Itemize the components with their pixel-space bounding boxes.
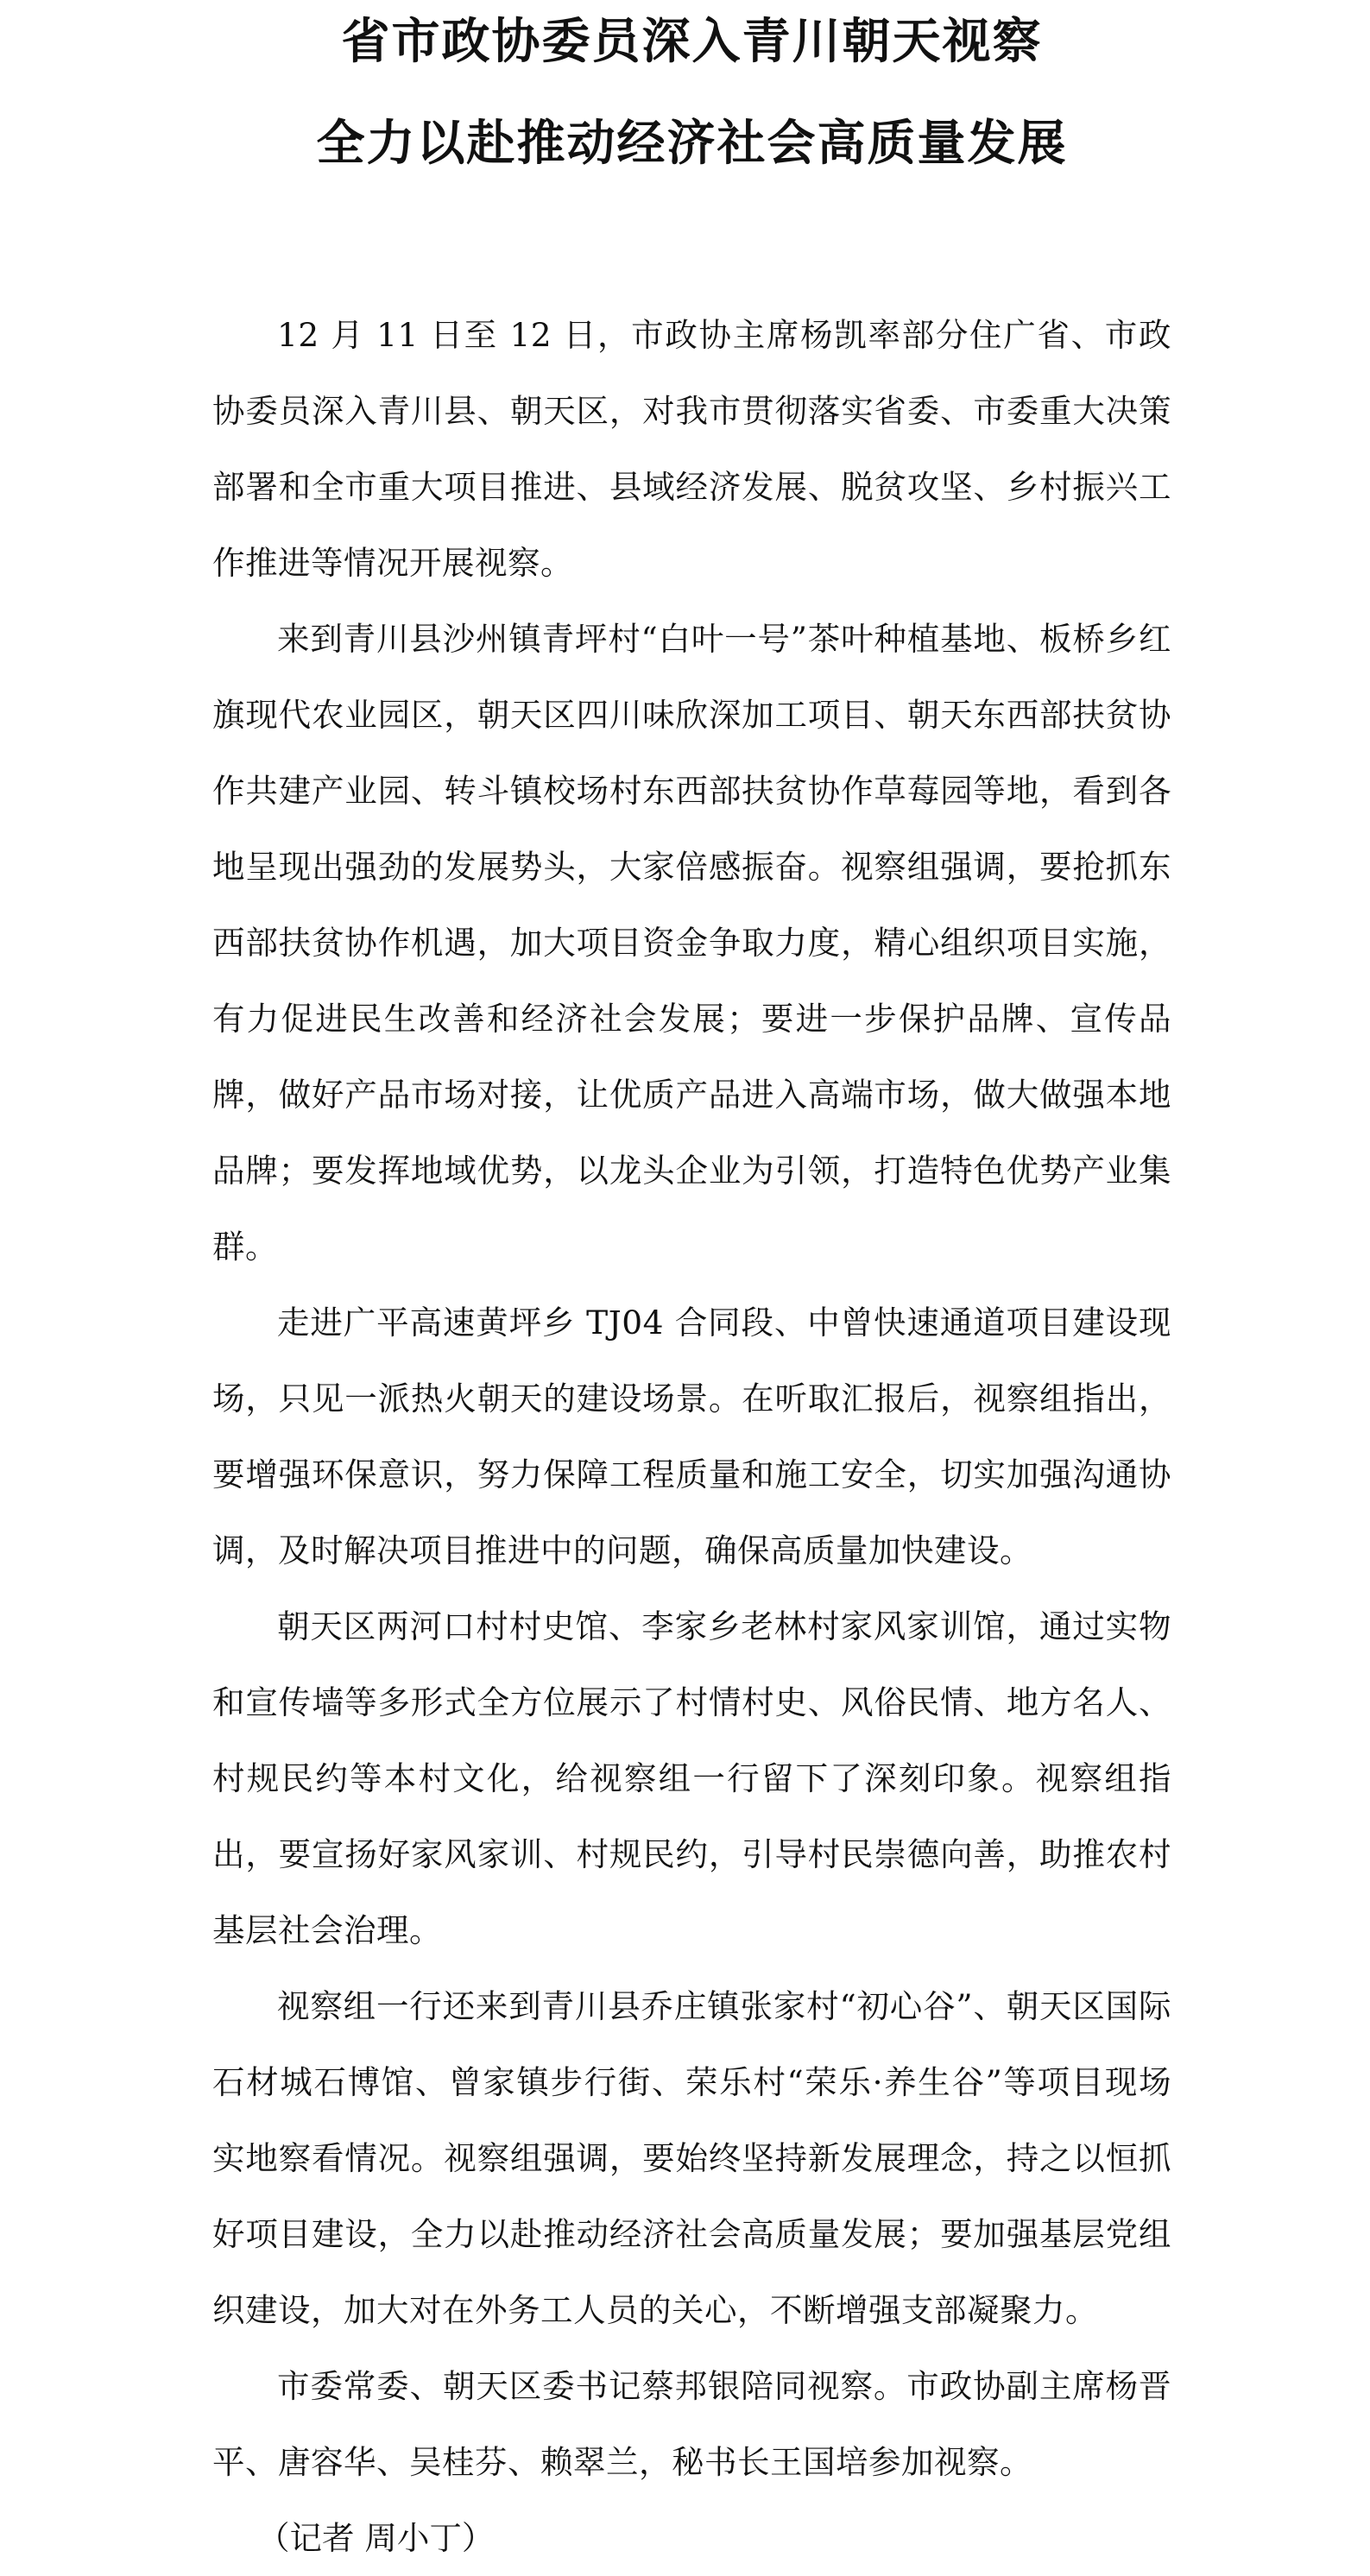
article-title-line-1: 省市政协委员深入青川朝天视察 [341,13,1043,70]
paragraph-6: 市委常委、朝天区委书记蔡邦银陪同视察。市政协副主席杨晋平、唐容华、吴桂芬、赖翠兰，秘书长王国培参加视察。 [212,2367,1171,2481]
reporter-byline: （记者 周小丁） [257,2519,495,2557]
paragraph-5: 视察组一行还来到青川县乔庄镇张家村“初心谷”、朝天区国际石材城石博馆、曾家镇步行街、荣乐村“荣乐·养生谷”等项目现场实地察看情况。视察组强调，要始终坚持新发展理念，持之以恒抓好项目建设，全力以赴推动经济社会高质量发展；要加强基层党组织建设，加大对在外务工人员的关心，不断增强支部凝聚力。 [212,1987,1171,2329]
paragraph-4: 朝天区两河口村村史馆、李家乡老林村家风家训馆，通过实物和宣传墙等多形式全方位展示了村情村史、风俗民情、地方名人、村规民约等本村文化，给视察组一行留下了深刻印象。视察组指出，要宣扬好家风家训、村规民约，引导村民崇德向善，助推农村基层社会治理。 [212,1607,1171,1949]
article-title-line-2: 全力以赴推动经济社会高质量发展 [316,115,1068,172]
paragraph-1: 12 月 11 日至 12 日，市政协主席杨凯率部分住广省、市政协委员深入青川县、朝天区，对我市贯彻落实省委、市委重大决策部署和全市重大项目推进、县域经济发展、脱贫攻坚、乡村振兴工作推进等情况开展视察。 [212,316,1171,582]
paragraph-3: 走进广平高速黄坪乡 TJ04 合同段、中曾快速通道项目建设现场，只见一派热火朝天的建设场景。在听取汇报后，视察组指出，要增强环保意识，努力保障工程质量和施工安全，切实加强沟通协调，及时解决项目推进中的问题，确保高质量加快建设。 [212,1304,1171,1569]
article-body [212,297,1171,2576]
paragraph-2: 来到青川县沙州镇青坪村“白叶一号”茶叶种植基地、板桥乡红旗现代农业园区，朝天区四川味欣深加工项目、朝天东西部扶贫协作共建产业园、转斗镇校场村东西部扶贫协作草莓园等地，看到各地呈现出强劲的发展势头，大家倍感振奋。视察组强调，要抢抓东西部扶贫协作机遇，加大项目资金争取力度，精心组织项目实施，有力促进民生改善和经济社会发展；要进一步保护品牌、宣传品牌，做好产品市场对接，让优质产品进入高端市场，做大做强本地品牌；要发挥地域优势，以龙头企业为引领，打造特色优势产业集群。 [212,620,1171,1266]
